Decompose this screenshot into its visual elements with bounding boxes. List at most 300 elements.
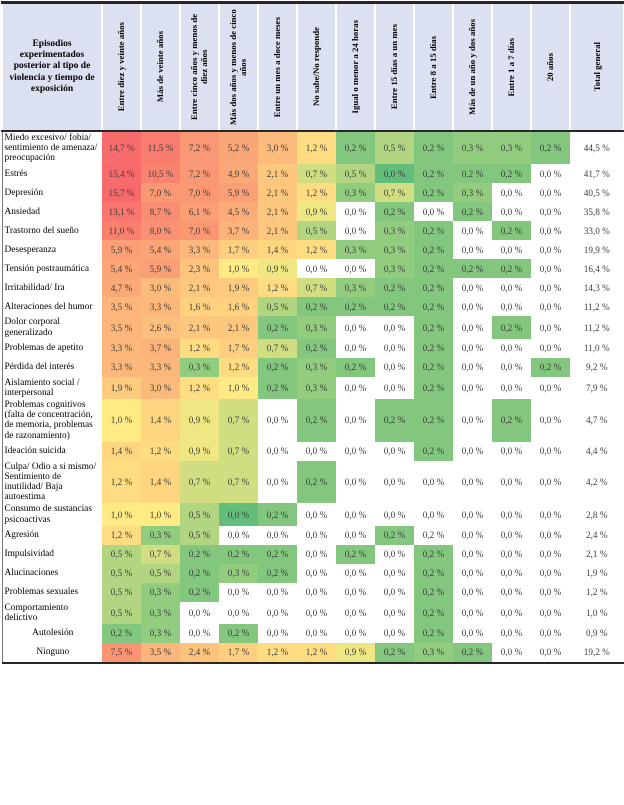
data-cell: 0,3 %: [180, 358, 219, 377]
total-cell: 1,2 %: [570, 583, 624, 602]
data-cell: 0,2 %: [375, 278, 414, 297]
data-cell: 3,5 %: [102, 316, 141, 338]
data-cell: 1,7 %: [219, 643, 258, 663]
data-cell: 2,1 %: [258, 221, 297, 240]
data-cell: 0,0 %: [453, 240, 492, 259]
data-cell: 7,5 %: [102, 643, 141, 663]
data-cell: 0,0 %: [375, 339, 414, 358]
data-cell: 3,5 %: [141, 643, 180, 663]
data-cell: 0,5 %: [102, 545, 141, 564]
row-label: Alteraciones del humor: [2, 297, 102, 316]
data-cell: 0,0 %: [297, 503, 336, 525]
data-cell: 0,2 %: [414, 624, 453, 643]
data-cell: 6,1 %: [180, 202, 219, 221]
total-cell: 2,1 %: [570, 545, 624, 564]
data-cell: 0,0 %: [336, 583, 375, 602]
data-cell: 4,7 %: [102, 278, 141, 297]
table-row: [2, 240, 624, 259]
total-cell: 11,2 %: [570, 316, 624, 338]
data-cell: 0,2 %: [180, 545, 219, 564]
total-cell: 2,4 %: [570, 526, 624, 545]
total-cell: 1,0 %: [570, 602, 624, 624]
row-label: Problemas cognitivos (falta de concentración, de memoria, problemas de razonamiento): [2, 399, 102, 442]
data-cell: 0,0 %: [414, 202, 453, 221]
data-cell: 0,7 %: [219, 399, 258, 442]
data-cell: 0,7 %: [375, 183, 414, 202]
data-cell: 15,7 %: [102, 183, 141, 202]
data-cell: 1,9 %: [219, 278, 258, 297]
data-cell: 0,3 %: [336, 240, 375, 259]
data-cell: 0,0 %: [531, 278, 570, 297]
data-cell: 0,0 %: [531, 377, 570, 399]
data-cell: 3,3 %: [141, 358, 180, 377]
data-cell: 0,2 %: [297, 297, 336, 316]
row-label: Tensión postraumática: [2, 259, 102, 278]
table-row: [2, 131, 624, 164]
data-cell: 0,3 %: [297, 316, 336, 338]
data-cell: 0,2 %: [375, 202, 414, 221]
data-cell: 0,2 %: [258, 377, 297, 399]
data-cell: 0,2 %: [453, 259, 492, 278]
heatmap-table: [1, 1, 624, 664]
data-cell: 8,0 %: [141, 221, 180, 240]
data-cell: 0,0 %: [258, 602, 297, 624]
data-cell: 0,0 %: [336, 377, 375, 399]
data-cell: 1,0 %: [219, 377, 258, 399]
row-label: Pérdida del interés: [2, 358, 102, 377]
data-cell: 4,9 %: [219, 164, 258, 183]
data-cell: 0,0 %: [375, 583, 414, 602]
data-cell: 3,0 %: [258, 131, 297, 164]
row-label: Dolor corporal generalizado: [2, 316, 102, 338]
data-cell: 0,0 %: [336, 259, 375, 278]
table-row: [2, 526, 624, 545]
data-cell: 0,2 %: [258, 503, 297, 525]
data-cell: 0,0 %: [531, 461, 570, 504]
data-cell: 0,5 %: [180, 526, 219, 545]
data-cell: 0,0 %: [375, 358, 414, 377]
data-cell: 0,0 %: [180, 624, 219, 643]
column-header-label: Entre 15 días a un mes: [389, 24, 400, 110]
column-header: [180, 3, 219, 132]
data-cell: 15,4 %: [102, 164, 141, 183]
total-cell: 4,2 %: [570, 461, 624, 504]
data-cell: 11,5 %: [141, 131, 180, 164]
data-cell: 0,0 %: [453, 377, 492, 399]
data-cell: 0,0 %: [336, 399, 375, 442]
data-cell: 0,0 %: [336, 526, 375, 545]
data-cell: 0,2 %: [414, 545, 453, 564]
data-cell: 1,2 %: [297, 131, 336, 164]
data-cell: 0,0 %: [297, 564, 336, 583]
table-row: [2, 339, 624, 358]
data-cell: 0,0 %: [219, 602, 258, 624]
data-cell: 0,0 %: [375, 164, 414, 183]
data-cell: 0,2 %: [414, 240, 453, 259]
data-cell: 2,1 %: [180, 278, 219, 297]
data-cell: 0,0 %: [336, 602, 375, 624]
column-header: [258, 3, 297, 132]
total-cell: 16,4 %: [570, 259, 624, 278]
total-cell: 7,9 %: [570, 377, 624, 399]
data-cell: 0,0 %: [531, 297, 570, 316]
data-cell: 1,6 %: [180, 297, 219, 316]
data-cell: 0,0 %: [219, 503, 258, 525]
data-cell: 0,2 %: [492, 164, 531, 183]
data-cell: 0,2 %: [180, 583, 219, 602]
data-cell: 2,1 %: [258, 202, 297, 221]
table-row: [2, 221, 624, 240]
data-cell: 0,0 %: [531, 240, 570, 259]
data-cell: 0,2 %: [531, 358, 570, 377]
data-cell: 0,3 %: [375, 240, 414, 259]
data-cell: 0,0 %: [492, 240, 531, 259]
data-cell: 8,7 %: [141, 202, 180, 221]
table-row: [2, 399, 624, 442]
total-cell: 35,8 %: [570, 202, 624, 221]
data-cell: 0,0 %: [492, 377, 531, 399]
data-cell: 0,0 %: [375, 316, 414, 338]
data-cell: 0,5 %: [102, 564, 141, 583]
data-cell: 0,3 %: [297, 358, 336, 377]
data-cell: 0,0 %: [453, 545, 492, 564]
row-label: Problemas de apetito: [2, 339, 102, 358]
table-row: [2, 643, 624, 663]
data-cell: 0,0 %: [531, 339, 570, 358]
data-cell: 0,2 %: [414, 183, 453, 202]
data-cell: 0,0 %: [453, 564, 492, 583]
data-cell: 1,2 %: [258, 643, 297, 663]
data-cell: 0,5 %: [375, 131, 414, 164]
data-cell: 0,2 %: [414, 339, 453, 358]
data-cell: 1,4 %: [258, 240, 297, 259]
data-cell: 0,0 %: [336, 202, 375, 221]
table-row: [2, 545, 624, 564]
data-cell: 1,9 %: [102, 377, 141, 399]
data-cell: 0,0 %: [453, 316, 492, 338]
data-cell: 0,0 %: [531, 183, 570, 202]
column-header-label: No sabe/No responde: [311, 27, 322, 107]
data-cell: 0,0 %: [453, 624, 492, 643]
total-column-header: [570, 3, 624, 132]
data-cell: 0,2 %: [531, 131, 570, 164]
data-cell: 0,0 %: [453, 221, 492, 240]
data-cell: 0,2 %: [492, 316, 531, 338]
data-cell: 1,0 %: [102, 503, 141, 525]
data-cell: 0,0 %: [531, 316, 570, 338]
table-body: [2, 131, 624, 663]
table-row: [2, 316, 624, 338]
data-cell: 0,2 %: [375, 643, 414, 663]
data-cell: 0,3 %: [141, 624, 180, 643]
data-cell: 0,0 %: [492, 461, 531, 504]
data-cell: 0,0 %: [531, 624, 570, 643]
table-row: [2, 602, 624, 624]
data-cell: 0,2 %: [414, 399, 453, 442]
data-cell: 1,4 %: [102, 442, 141, 461]
data-cell: 0,2 %: [297, 339, 336, 358]
data-cell: 5,9 %: [219, 183, 258, 202]
data-cell: 0,2 %: [414, 297, 453, 316]
data-cell: 0,2 %: [258, 358, 297, 377]
data-cell: 0,0 %: [453, 399, 492, 442]
table-row: [2, 297, 624, 316]
total-cell: 19,2 %: [570, 643, 624, 663]
data-cell: 2,1 %: [219, 316, 258, 338]
data-cell: 3,0 %: [141, 278, 180, 297]
data-cell: 0,0 %: [531, 202, 570, 221]
data-cell: 1,2 %: [102, 461, 141, 504]
row-label: Alucinaciones: [2, 564, 102, 583]
data-cell: 3,3 %: [180, 240, 219, 259]
data-cell: 0,2 %: [219, 624, 258, 643]
data-cell: 0,0 %: [492, 583, 531, 602]
data-cell: 0,0 %: [297, 259, 336, 278]
data-cell: 3,7 %: [141, 339, 180, 358]
data-cell: 1,7 %: [219, 339, 258, 358]
data-cell: 0,5 %: [258, 297, 297, 316]
data-cell: 0,2 %: [219, 545, 258, 564]
data-cell: 11,0 %: [102, 221, 141, 240]
data-cell: 5,4 %: [141, 240, 180, 259]
data-cell: 1,4 %: [141, 461, 180, 504]
data-cell: 0,0 %: [414, 461, 453, 504]
data-cell: 0,0 %: [297, 526, 336, 545]
data-cell: 0,0 %: [297, 583, 336, 602]
data-cell: 1,2 %: [297, 183, 336, 202]
data-cell: 0,3 %: [453, 131, 492, 164]
data-cell: 0,0 %: [336, 461, 375, 504]
data-cell: 0,0 %: [453, 583, 492, 602]
data-cell: 0,0 %: [492, 202, 531, 221]
total-cell: 9,2 %: [570, 358, 624, 377]
data-cell: 0,2 %: [414, 602, 453, 624]
table-row: [2, 202, 624, 221]
data-cell: 0,0 %: [453, 461, 492, 504]
data-cell: 3,3 %: [102, 339, 141, 358]
data-cell: 0,0 %: [492, 297, 531, 316]
data-cell: 0,0 %: [453, 339, 492, 358]
row-label: Ideación suicida: [2, 442, 102, 461]
data-cell: 1,7 %: [219, 240, 258, 259]
data-cell: 0,0 %: [375, 602, 414, 624]
total-cell: 11,0 %: [570, 339, 624, 358]
data-cell: 0,2 %: [492, 221, 531, 240]
data-cell: 0,0 %: [297, 545, 336, 564]
data-cell: 0,3 %: [297, 377, 336, 399]
data-cell: 0,0 %: [297, 624, 336, 643]
data-cell: 0,0 %: [453, 503, 492, 525]
total-cell: 19,9 %: [570, 240, 624, 259]
total-cell: 44,5 %: [570, 131, 624, 164]
data-cell: 0,7 %: [297, 164, 336, 183]
data-cell: 3,3 %: [102, 358, 141, 377]
table-row: [2, 461, 624, 504]
column-header: [141, 3, 180, 132]
table-row: [2, 564, 624, 583]
data-cell: 0,9 %: [180, 399, 219, 442]
data-cell: 1,2 %: [297, 240, 336, 259]
column-header: [531, 3, 570, 132]
data-cell: 0,3 %: [141, 526, 180, 545]
total-cell: 41,7 %: [570, 164, 624, 183]
data-cell: 0,0 %: [375, 442, 414, 461]
table-row: [2, 358, 624, 377]
table-row: [2, 624, 624, 643]
row-label: Impulsividad: [2, 545, 102, 564]
data-cell: 0,2 %: [414, 358, 453, 377]
table-row: [2, 259, 624, 278]
data-cell: 0,0 %: [336, 339, 375, 358]
data-cell: 1,2 %: [141, 442, 180, 461]
row-label: Desesperanza: [2, 240, 102, 259]
data-cell: 0,5 %: [102, 602, 141, 624]
data-cell: 3,7 %: [219, 221, 258, 240]
data-cell: 1,2 %: [258, 278, 297, 297]
column-header: [375, 3, 414, 132]
data-cell: 0,0 %: [219, 526, 258, 545]
data-cell: 0,0 %: [453, 526, 492, 545]
data-cell: 2,1 %: [258, 164, 297, 183]
data-cell: 0,0 %: [453, 278, 492, 297]
table-row: [2, 377, 624, 399]
data-cell: 0,3 %: [375, 221, 414, 240]
data-cell: 0,0 %: [336, 564, 375, 583]
data-cell: 0,0 %: [492, 442, 531, 461]
table-row: [2, 583, 624, 602]
data-cell: 2,6 %: [141, 316, 180, 338]
data-cell: 0,0 %: [531, 564, 570, 583]
table-row: [2, 278, 624, 297]
data-cell: 0,0 %: [297, 442, 336, 461]
data-cell: 0,7 %: [258, 339, 297, 358]
data-cell: 0,0 %: [336, 624, 375, 643]
data-cell: 7,2 %: [180, 164, 219, 183]
data-cell: 0,3 %: [453, 183, 492, 202]
data-cell: 0,3 %: [375, 259, 414, 278]
data-cell: 0,0 %: [492, 643, 531, 663]
data-cell: 0,0 %: [258, 583, 297, 602]
data-cell: 0,7 %: [141, 545, 180, 564]
data-cell: 7,0 %: [180, 221, 219, 240]
row-label: Ninguno: [2, 643, 102, 663]
data-cell: 0,3 %: [336, 183, 375, 202]
data-cell: 0,0 %: [375, 461, 414, 504]
data-cell: 0,0 %: [531, 503, 570, 525]
table-header: [2, 3, 624, 132]
data-cell: 0,5 %: [141, 564, 180, 583]
data-cell: 0,3 %: [141, 583, 180, 602]
data-cell: 5,4 %: [102, 259, 141, 278]
total-cell: 2,8 %: [570, 503, 624, 525]
data-cell: 0,3 %: [336, 278, 375, 297]
total-cell: 40,5 %: [570, 183, 624, 202]
data-cell: 2,1 %: [180, 316, 219, 338]
row-label: Miedo excesivo/ fobia/ sentimiento de amenaza/ preocupación: [2, 131, 102, 164]
column-header-label: Entre un mes a doce meses: [272, 16, 283, 118]
row-label: Autolesión: [2, 624, 102, 643]
data-cell: 0,0 %: [531, 602, 570, 624]
data-cell: 0,2 %: [102, 624, 141, 643]
data-cell: 0,7 %: [180, 461, 219, 504]
data-cell: 0,0 %: [180, 602, 219, 624]
data-cell: 0,0 %: [375, 545, 414, 564]
data-cell: 2,4 %: [180, 643, 219, 663]
column-header: [219, 3, 258, 132]
row-label: Ansiedad: [2, 202, 102, 221]
data-cell: 0,2 %: [258, 564, 297, 583]
data-cell: 0,2 %: [414, 278, 453, 297]
data-cell: 0,2 %: [492, 259, 531, 278]
column-header: [414, 3, 453, 132]
data-cell: 1,2 %: [219, 358, 258, 377]
data-cell: 1,0 %: [141, 503, 180, 525]
data-cell: 0,0 %: [453, 358, 492, 377]
data-cell: 0,9 %: [258, 259, 297, 278]
table-row: [2, 164, 624, 183]
data-cell: 0,2 %: [414, 377, 453, 399]
data-cell: 0,0 %: [531, 164, 570, 183]
data-cell: 0,0 %: [375, 624, 414, 643]
data-cell: 7,0 %: [141, 183, 180, 202]
data-cell: 0,9 %: [336, 643, 375, 663]
column-header: [336, 3, 375, 132]
column-header-label: Igual o menor a 24 horas: [350, 20, 361, 114]
data-cell: 0,0 %: [531, 643, 570, 663]
data-cell: 0,0 %: [531, 259, 570, 278]
data-cell: 0,0 %: [414, 503, 453, 525]
data-cell: 0,0 %: [531, 583, 570, 602]
table-row: [2, 503, 624, 525]
data-cell: 0,2 %: [414, 316, 453, 338]
data-cell: 3,5 %: [102, 297, 141, 316]
data-cell: 0,0 %: [531, 399, 570, 442]
data-cell: 0,0 %: [492, 564, 531, 583]
data-cell: 0,2 %: [453, 202, 492, 221]
data-cell: 0,9 %: [180, 442, 219, 461]
data-cell: 0,0 %: [375, 564, 414, 583]
total-cell: 4,4 %: [570, 442, 624, 461]
data-cell: 0,2 %: [492, 399, 531, 442]
data-cell: 0,0 %: [258, 442, 297, 461]
row-label: Trastorno del sueño: [2, 221, 102, 240]
data-cell: 0,0 %: [531, 221, 570, 240]
data-cell: 0,0 %: [531, 442, 570, 461]
data-cell: 0,0 %: [375, 503, 414, 525]
data-cell: 0,0 %: [258, 461, 297, 504]
column-header-label: Entre 8 a 15 días: [428, 35, 439, 99]
data-cell: 0,7 %: [297, 278, 336, 297]
data-cell: 2,1 %: [258, 183, 297, 202]
column-header-label: Más dos años y menos de cinco años: [228, 9, 249, 125]
total-cell: 4,7 %: [570, 399, 624, 442]
data-cell: 0,2 %: [414, 442, 453, 461]
total-cell: 14,3 %: [570, 278, 624, 297]
column-header-label: Más de un año y dos años: [467, 19, 478, 115]
data-cell: 1,0 %: [219, 259, 258, 278]
data-cell: 1,2 %: [297, 643, 336, 663]
data-cell: 0,0 %: [492, 602, 531, 624]
data-cell: 0,2 %: [297, 461, 336, 504]
total-cell: 1,9 %: [570, 564, 624, 583]
data-cell: 0,0 %: [492, 624, 531, 643]
column-header-label: Entre 1 a 7 días: [506, 37, 517, 97]
data-cell: 1,6 %: [219, 297, 258, 316]
data-cell: 1,4 %: [141, 399, 180, 442]
data-cell: 0,2 %: [297, 399, 336, 442]
data-cell: 0,0 %: [531, 526, 570, 545]
data-cell: 0,2 %: [414, 259, 453, 278]
